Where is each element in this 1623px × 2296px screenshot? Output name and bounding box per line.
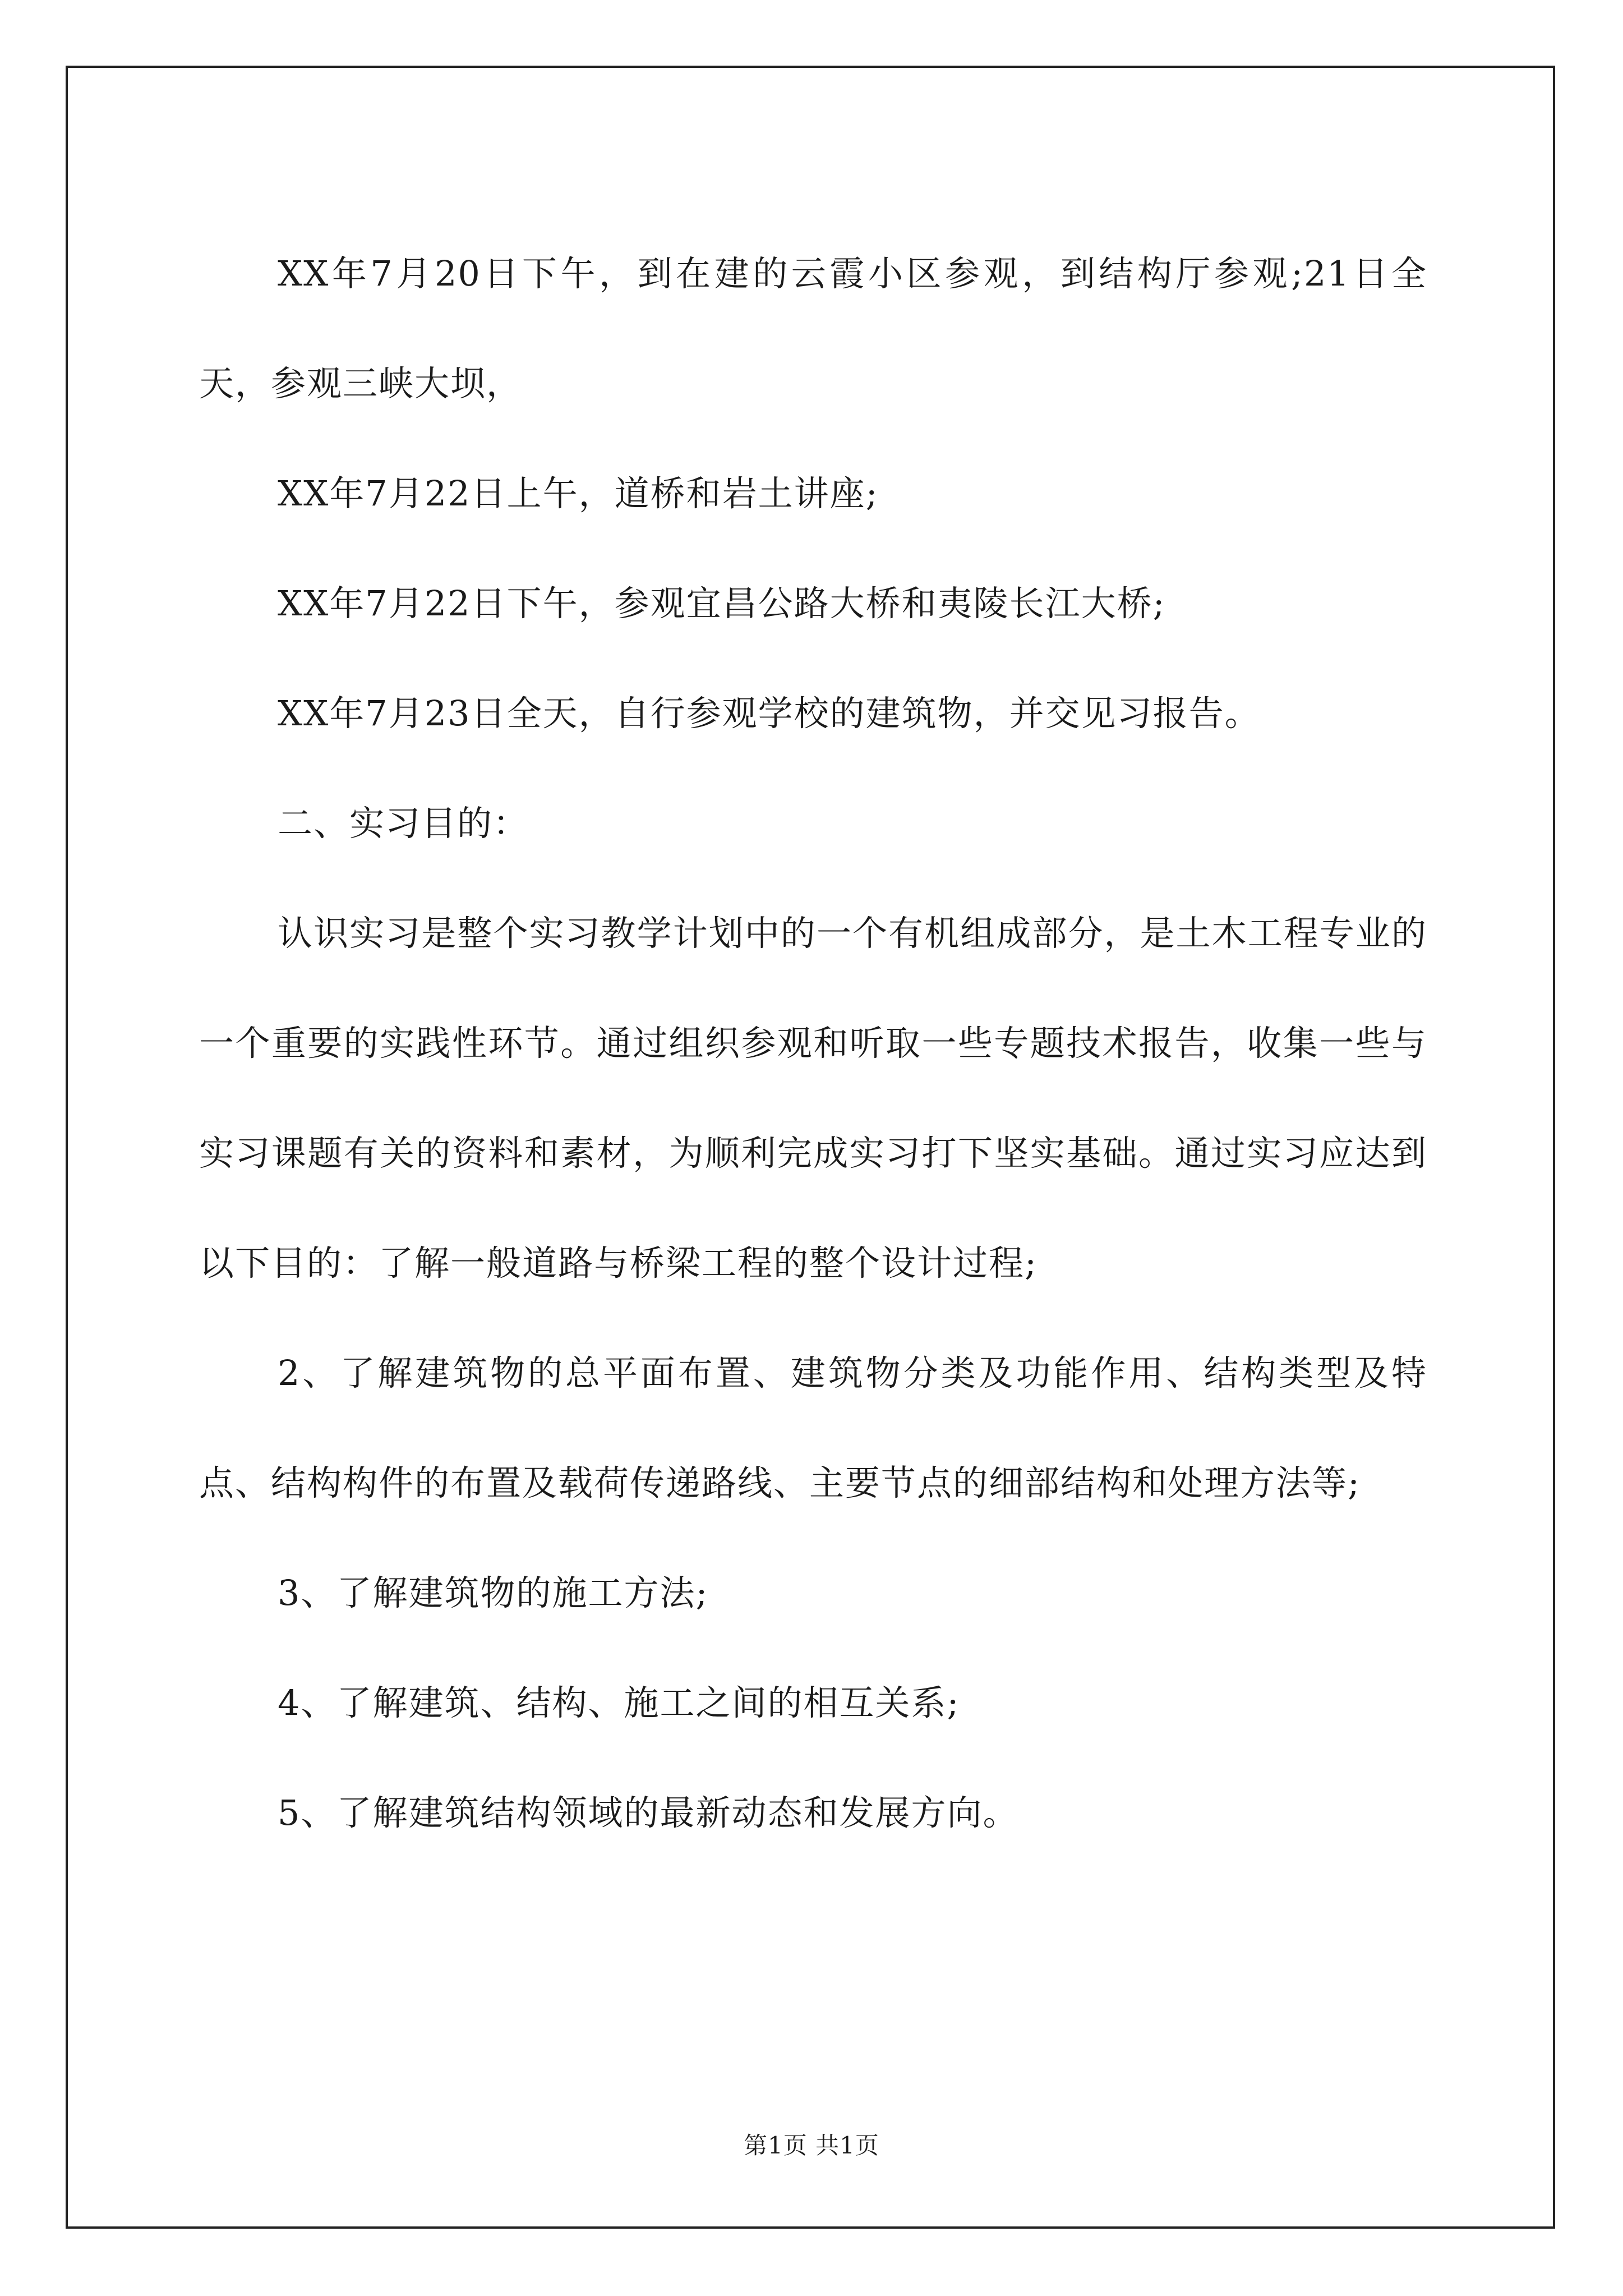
paragraph: XX年7月22日下午，参观宜昌公路大桥和夷陵长江大桥; — [278, 583, 1166, 624]
list-item: 4、了解建筑、结构、施工之间的相互关系; — [278, 1682, 960, 1723]
paragraph: 认识实习是整个实习教学计划中的一个有机组成部分，是土木工程专业的一个重要的实践性环节。通过组织参观和听取一些专题技术报告，收集一些与实习课题有关的资料和素材，为顺利完成实习打下坚实基础。通过实习应达到以下目的：了解一般道路与桥梁工程的整个设计过程; — [199, 913, 1427, 1283]
list-item: 5、了解建筑结构领域的最新动态和发展方向。 — [278, 1792, 1019, 1833]
page-footer: 第1页 共1页 — [744, 2132, 879, 2159]
section-heading: 二、实习目的： — [278, 803, 529, 844]
paragraph: XX年7月20日下午，到在建的云霞小区参观，到结构厅参观;21日全天，参观三峡大坝， — [199, 253, 1427, 404]
paragraph: XX年7月23日全天，自行参观学校的建筑物，并交见习报告。 — [278, 693, 1261, 734]
document-body — [199, 219, 1427, 1868]
list-item: 2、了解建筑物的总平面布置、建筑物分类及功能作用、结构类型及特点、结构构件的布置及载荷传递路线、主要节点的细部结构和处理方法等; — [199, 1352, 1427, 1503]
paragraph: XX年7月22日上午，道桥和岩土讲座; — [278, 473, 879, 514]
list-item: 3、了解建筑物的施工方法; — [278, 1572, 709, 1613]
